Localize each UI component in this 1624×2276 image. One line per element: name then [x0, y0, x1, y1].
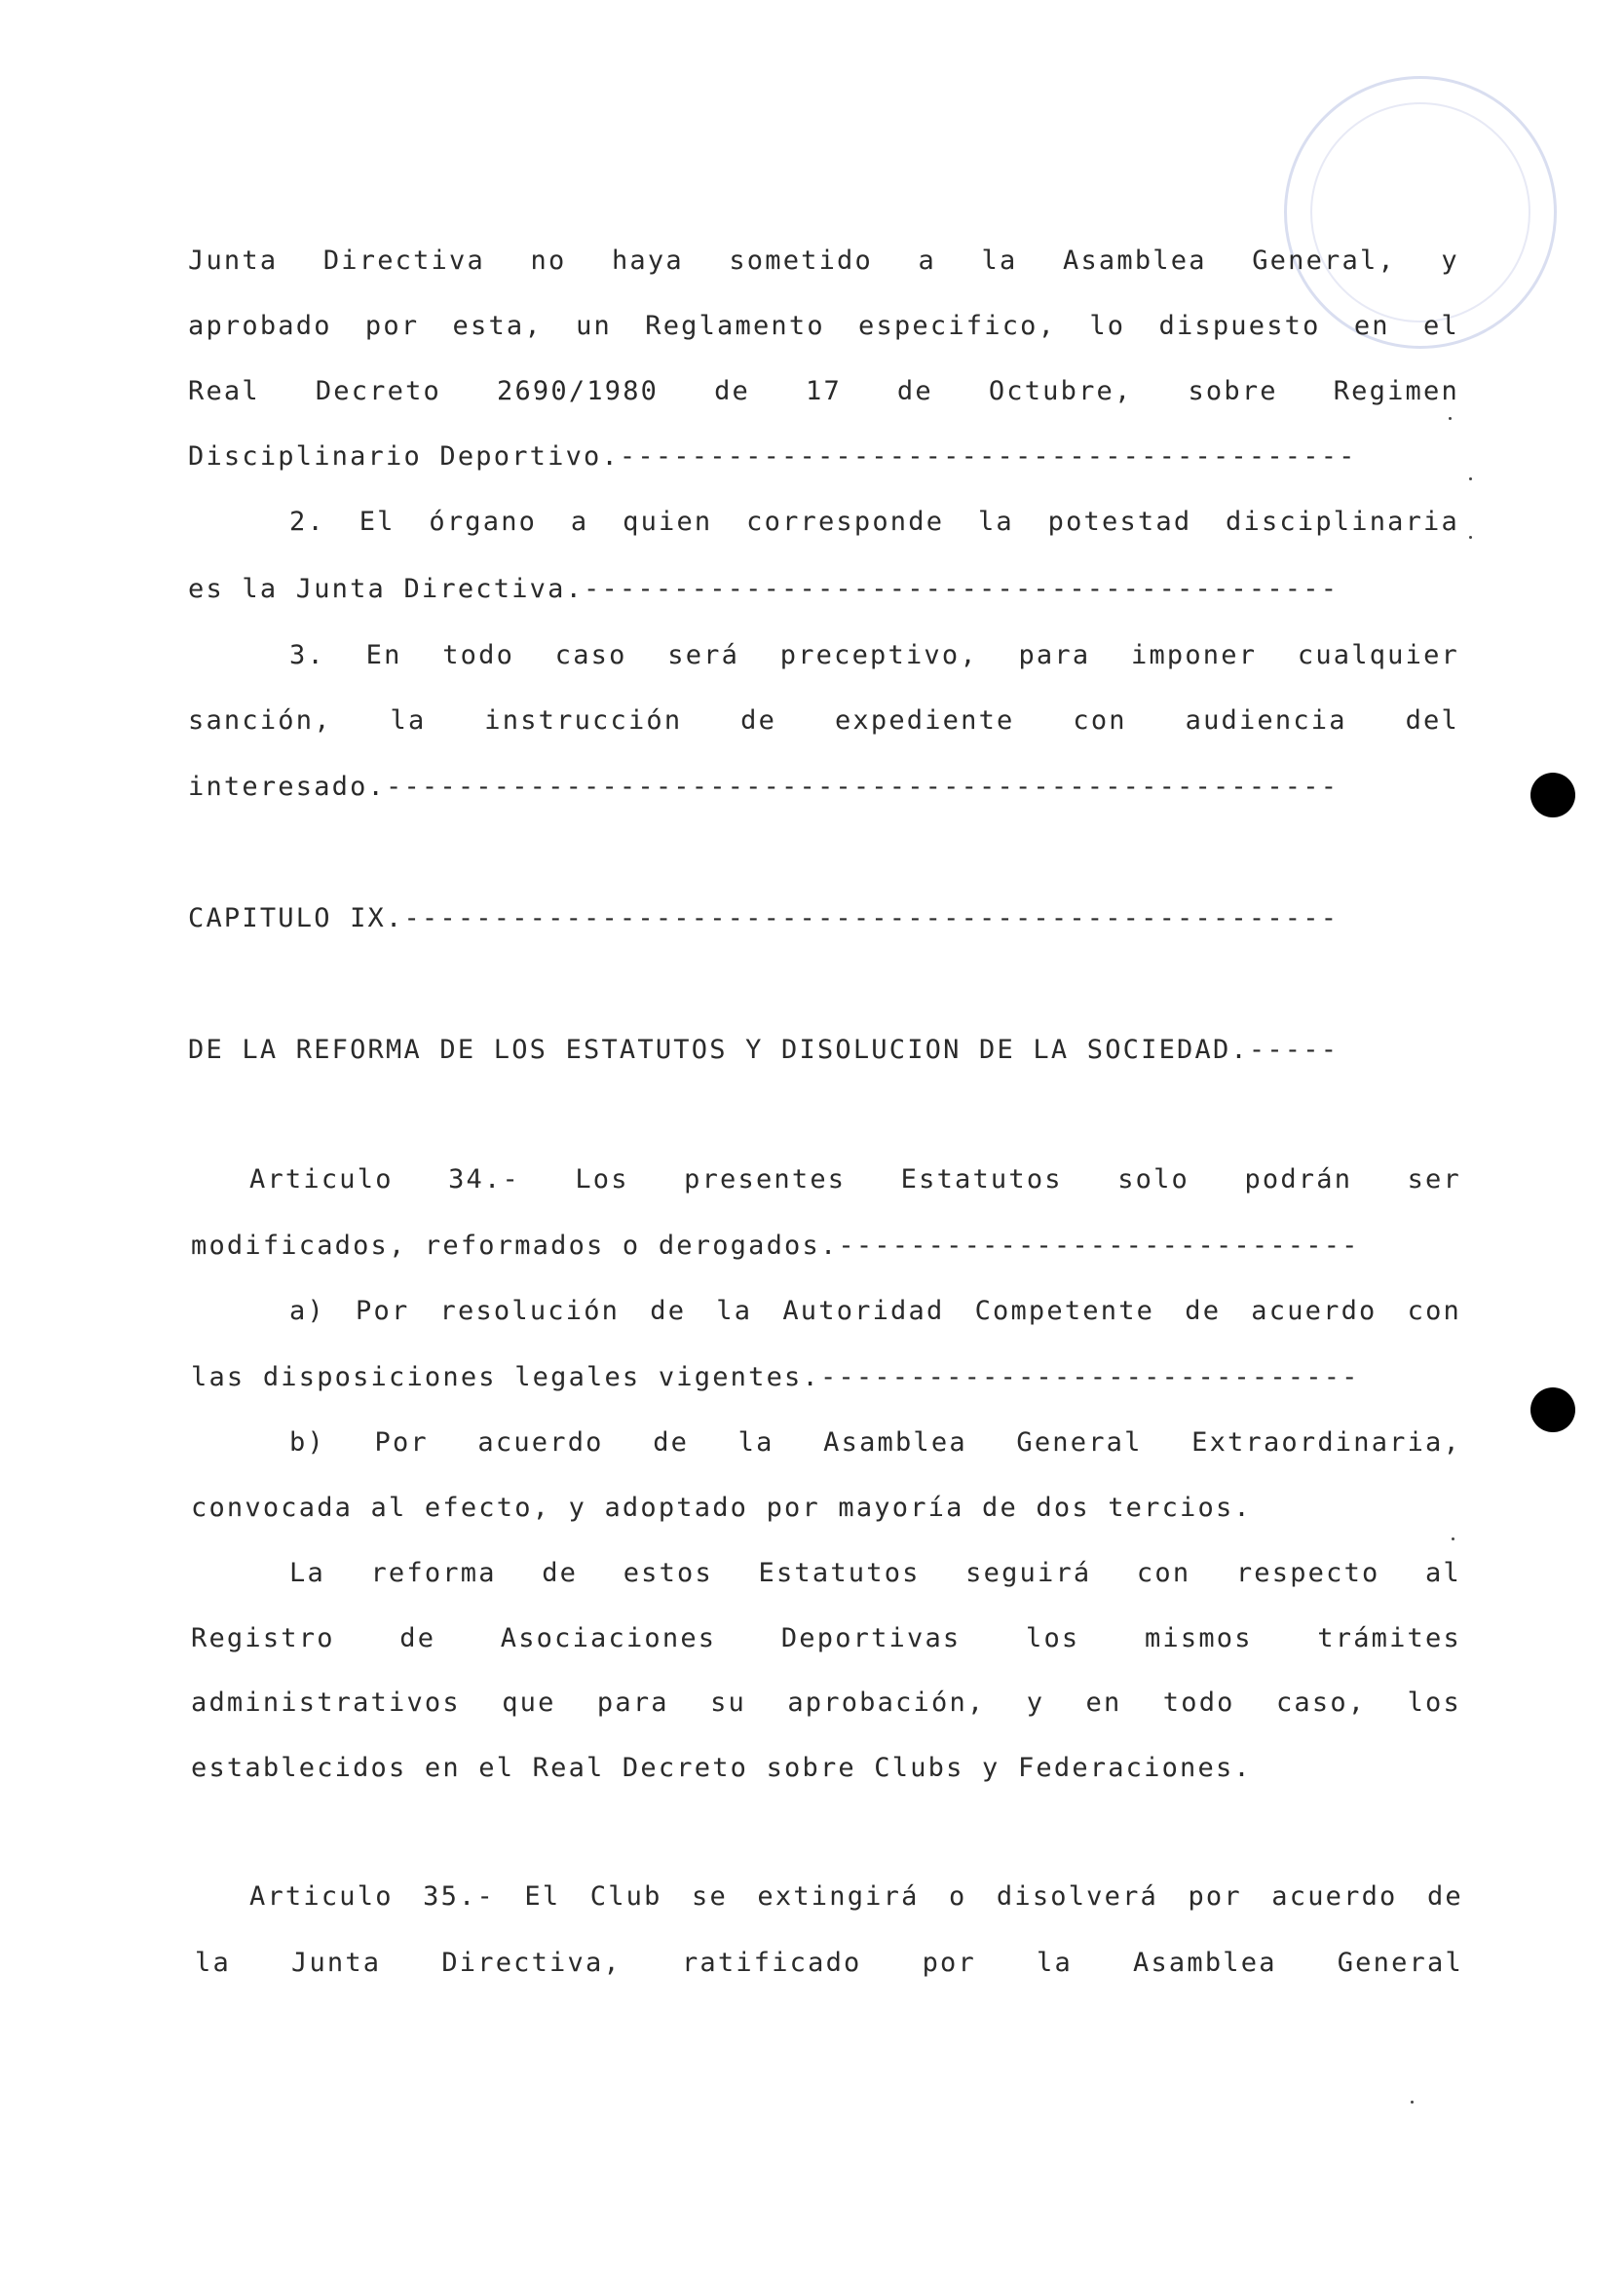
- word: y: [1026, 1688, 1045, 1718]
- word: Asamblea: [1063, 246, 1207, 276]
- text-line: [191, 1624, 1461, 1653]
- word: por: [1188, 1881, 1242, 1912]
- word: aprobación,: [787, 1688, 986, 1718]
- word: Registro: [191, 1623, 335, 1653]
- word: disciplinaria: [1226, 507, 1459, 537]
- word: dispuesto: [1158, 311, 1321, 341]
- word: con: [1073, 705, 1127, 736]
- word: o: [948, 1881, 967, 1912]
- word: la: [977, 507, 1014, 537]
- word: aprobado: [188, 311, 332, 341]
- word: ratificado: [681, 1948, 862, 1978]
- word: trámites: [1317, 1623, 1461, 1653]
- punch-hole: [1530, 773, 1575, 817]
- word: Competente: [974, 1296, 1155, 1326]
- word: para: [596, 1688, 669, 1718]
- word: sanción,: [188, 705, 332, 736]
- word: seguirá: [965, 1558, 1092, 1588]
- ink-speck: [1469, 477, 1472, 480]
- word: con: [1136, 1558, 1191, 1588]
- text-line: interesado.-----------------------------------------------------: [188, 772, 1340, 802]
- word: todo: [442, 640, 515, 670]
- word: en: [1085, 1688, 1122, 1718]
- word: 2690/1980: [497, 376, 660, 406]
- word: órgano: [429, 507, 538, 537]
- word: Deportivas: [780, 1623, 962, 1653]
- word: caso: [554, 640, 627, 670]
- word: 3.: [289, 640, 325, 670]
- word: Por: [356, 1296, 410, 1326]
- word: no: [530, 246, 567, 276]
- word: al: [1425, 1558, 1461, 1588]
- word: todo: [1162, 1688, 1235, 1718]
- word: de: [714, 376, 751, 406]
- word: 34.-: [448, 1164, 520, 1195]
- word: extingirá: [757, 1881, 920, 1912]
- word: Octubre,: [988, 376, 1133, 406]
- word: de: [650, 1296, 687, 1326]
- word: ser: [1407, 1164, 1461, 1195]
- word: Asamblea: [823, 1427, 967, 1458]
- word: haya: [611, 246, 684, 276]
- word: El: [359, 507, 396, 537]
- ink-speck: [1452, 1537, 1454, 1540]
- word: audiencia: [1185, 705, 1347, 736]
- word: imponer: [1130, 640, 1258, 670]
- text-line: [289, 641, 1459, 670]
- word: Directiva,: [441, 1948, 622, 1978]
- word: de: [740, 705, 777, 736]
- word: Por: [374, 1427, 429, 1458]
- word: se: [692, 1881, 728, 1912]
- word: para: [1018, 640, 1091, 670]
- text-line: modificados, reformados o derogados.-----------------------------: [191, 1231, 1360, 1261]
- word: Reglamento: [645, 311, 825, 341]
- word: en: [1353, 311, 1390, 341]
- word: Junta: [188, 246, 279, 276]
- ink-speck: [1469, 536, 1472, 539]
- word: reforma: [370, 1558, 497, 1588]
- word: 17: [806, 376, 842, 406]
- word: Real: [188, 376, 260, 406]
- text-line: [188, 312, 1459, 341]
- section-heading: DE LA REFORMA DE LOS ESTATUTOS Y DISOLUCION DE LA SOCIEDAD.-----: [188, 1035, 1340, 1065]
- word: resolución: [439, 1296, 621, 1326]
- word: corresponde: [746, 507, 945, 537]
- word: caso,: [1275, 1688, 1367, 1718]
- word: por: [364, 311, 420, 341]
- word: b): [289, 1427, 325, 1458]
- word: expediente: [834, 705, 1015, 736]
- chapter-heading: CAPITULO IX.----------------------------------------------------: [188, 903, 1340, 933]
- word: General: [1337, 1948, 1463, 1978]
- word: General,: [1252, 246, 1396, 276]
- word: a: [570, 507, 589, 537]
- text-line: [191, 1688, 1461, 1718]
- word: acuerdo: [1251, 1296, 1378, 1326]
- word: de: [399, 1623, 436, 1653]
- word: lo: [1089, 311, 1126, 341]
- word: cualquier: [1297, 640, 1459, 670]
- word: los: [1407, 1688, 1461, 1718]
- text-line: establecidos en el Real Decreto sobre Clubs y Federaciones.: [191, 1753, 1252, 1783]
- word: la: [1037, 1948, 1073, 1978]
- word: respecto: [1235, 1558, 1380, 1588]
- punch-hole: [1530, 1387, 1575, 1432]
- word: Autoridad: [782, 1296, 945, 1326]
- text-line: [289, 1297, 1461, 1326]
- word: administrativos: [191, 1688, 461, 1718]
- word: el: [1423, 311, 1459, 341]
- word: con: [1407, 1296, 1461, 1326]
- text-line: [188, 706, 1459, 736]
- text-line: [289, 1428, 1461, 1458]
- text-line: [188, 377, 1459, 406]
- word: acuerdo: [1271, 1881, 1398, 1912]
- word: General: [1016, 1427, 1143, 1458]
- word: mismos: [1144, 1623, 1253, 1653]
- text-line: [289, 508, 1459, 537]
- word: potestad: [1047, 507, 1192, 537]
- word: de: [653, 1427, 690, 1458]
- word: la: [195, 1948, 231, 1978]
- word: y: [1441, 246, 1459, 276]
- word: acuerdo: [477, 1427, 604, 1458]
- text-line: Disciplinario Deportivo.-----------------------------------------: [188, 441, 1357, 472]
- ink-speck: [1449, 417, 1452, 420]
- word: la: [981, 246, 1018, 276]
- word: solo: [1117, 1164, 1190, 1195]
- word: la: [716, 1296, 753, 1326]
- word: Asociaciones: [500, 1623, 717, 1653]
- word: la: [737, 1427, 774, 1458]
- word: Decreto: [315, 376, 442, 406]
- word: sometido: [729, 246, 873, 276]
- word: la: [390, 705, 427, 736]
- word: de: [1426, 1881, 1463, 1912]
- text-line: convocada al efecto, y adoptado por mayoría de dos tercios.: [191, 1493, 1252, 1523]
- word: Extraordinaria,: [1191, 1427, 1461, 1458]
- faded-seal-stamp: [1284, 76, 1557, 349]
- word: 2.: [289, 507, 325, 537]
- text-line: [289, 1559, 1461, 1588]
- word: de: [542, 1558, 579, 1588]
- word: Junta: [290, 1948, 382, 1978]
- word: disolverá: [996, 1881, 1159, 1912]
- word: a): [289, 1296, 325, 1326]
- word: podrán: [1244, 1164, 1353, 1195]
- word: su: [710, 1688, 746, 1718]
- word: En: [365, 640, 402, 670]
- word: esta,: [452, 311, 543, 341]
- word: Articulo: [249, 1164, 394, 1195]
- word: sobre: [1188, 376, 1278, 406]
- text-line: [188, 247, 1459, 276]
- text-line: es la Junta Directiva.------------------------------------------: [188, 574, 1340, 604]
- text-line: [249, 1165, 1461, 1195]
- word: por: [922, 1948, 976, 1978]
- word: Articulo: [249, 1881, 394, 1912]
- word: estos: [623, 1558, 713, 1588]
- word: Regimen: [1333, 376, 1459, 406]
- word: del: [1405, 705, 1459, 736]
- word: los: [1025, 1623, 1080, 1653]
- word: La: [289, 1558, 325, 1588]
- word: Club: [589, 1881, 662, 1912]
- word: Directiva: [322, 246, 485, 276]
- word: quien: [623, 507, 713, 537]
- word: 35.-: [423, 1881, 495, 1912]
- word: Los: [575, 1164, 629, 1195]
- text-line: [195, 1949, 1463, 1978]
- word: Estatutos: [758, 1558, 921, 1588]
- word: Asamblea: [1133, 1948, 1277, 1978]
- word: preceptivo,: [779, 640, 978, 670]
- word: especifico,: [858, 311, 1057, 341]
- word: que: [502, 1688, 556, 1718]
- word: de: [896, 376, 933, 406]
- text-line: las disposiciones legales vigentes.------------------------------: [191, 1362, 1360, 1392]
- ink-speck: [1411, 2101, 1414, 2104]
- word: instrucción: [484, 705, 683, 736]
- word: El: [524, 1881, 561, 1912]
- text-line: [249, 1882, 1463, 1912]
- word: presentes: [684, 1164, 847, 1195]
- word: de: [1185, 1296, 1222, 1326]
- word: un: [576, 311, 612, 341]
- word: Estatutos: [900, 1164, 1063, 1195]
- word: será: [667, 640, 740, 670]
- word: a: [918, 246, 936, 276]
